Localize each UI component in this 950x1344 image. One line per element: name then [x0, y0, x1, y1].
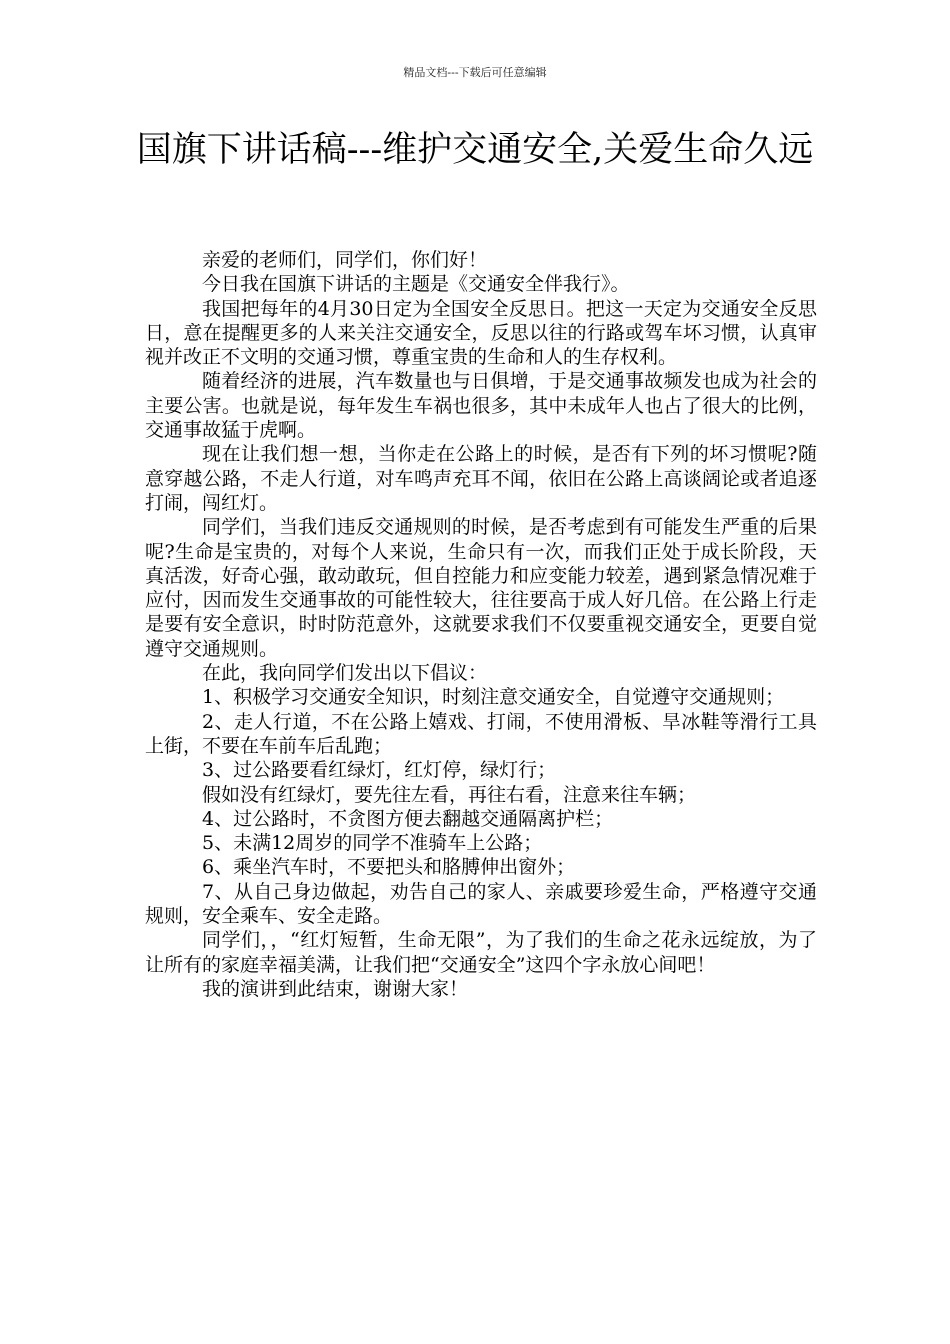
paragraph: 现在让我们想一想，当你走在公路上的时候，是否有下列的坏习惯呢?随意穿越公路，不走人行道，对车鸣声充耳不闻，依旧在公路上高谈阔论或者追逐打闹，闯红灯。 — [145, 443, 817, 514]
proposal-item: 5、未满12周岁的同学不准骑车上公路； — [202, 832, 543, 855]
proposal-item: 7、从自己身边做起，劝告自己的家人、亲戚要珍爱生命，严格遵守交通规则，安全乘车、安全走路。 — [145, 880, 817, 928]
proposal-item: 2、走人行道，不在公路上嬉戏、打闹，不使用滑板、旱冰鞋等滑行工具上街，不要在车前车后乱跑； — [145, 710, 817, 757]
paragraph: 随着经济的进展，汽车数量也与日俱增，于是交通事故频发也成为社会的主要公害。也就是说，每年发生车祸也很多，其中未成年人也占了很大的比例，交通事故猛于虎啊。 — [145, 370, 817, 442]
paragraph-ending: 我的演讲到此结束，谢谢大家！ — [202, 977, 469, 1000]
paragraph: 同学们，当我们违反交通规则的时候，是否考虑到有可能发生严重的后果呢?生命是宝贵的，对每个人来说，生命只有一次，而我们正处于成长阶段，天真活泼，好奇心强，敢动敢玩，但自控能力和应变能力较差，遇到紧急情况难于应付，因而发生交通事故的可能性较大，往往要高于成人好几倍。在公路上行走是要有安全意识，时时防范意外，这就要求我们不仅要重视交通安全，更要自觉遵守交通规则。 — [145, 516, 817, 660]
document-body — [145, 248, 817, 1001]
paragraph-topic: 今日我在国旗下讲话的主题是《交通安全伴我行》。 — [202, 273, 630, 296]
proposal-item: 6、乘坐汽车时，不要把头和胳膊伸出窗外； — [202, 856, 576, 879]
document-title: 国旗下讲话稿---维护交通安全,关爱生命久远 — [136, 130, 814, 170]
paragraph-proposal-intro: 在此，我向同学们发出以下倡议： — [202, 662, 488, 685]
paragraph: 我国把每年的4月30日定为全国安全反思日。把这一天定为交通安全反思日，意在提醒更多的人来关注交通安全，反思以往的行路或驾车坏习惯，认真审视并改正不文明的交通习惯，尊重宝贵的生命和人的生存权利。 — [145, 297, 817, 369]
proposal-item: 假如没有红绿灯，要先往左看，再往右看，注意来往车辆； — [202, 783, 697, 806]
header-note: 精品文档---下载后可任意编辑 — [403, 66, 547, 79]
paragraph-greeting: 亲爱的老师们，同学们，你们好！ — [202, 249, 488, 271]
proposal-item: 3、过公路要看红绿灯，红灯停，绿灯行； — [202, 759, 557, 782]
proposal-item: 1、积极学习交通安全知识，时刻注意交通安全，自觉遵守交通规则； — [202, 686, 785, 709]
proposal-item: 4、过公路时，不贪图方便去翻越交通隔离护栏； — [202, 807, 614, 830]
paragraph-closing-appeal: 同学们，，“红灯短暂，生命无限”，为了我们的生命之花永远绽放，为了让所有的家庭幸福美满，让我们把“交通安全”这四个字永放心间吧！ — [145, 929, 817, 976]
